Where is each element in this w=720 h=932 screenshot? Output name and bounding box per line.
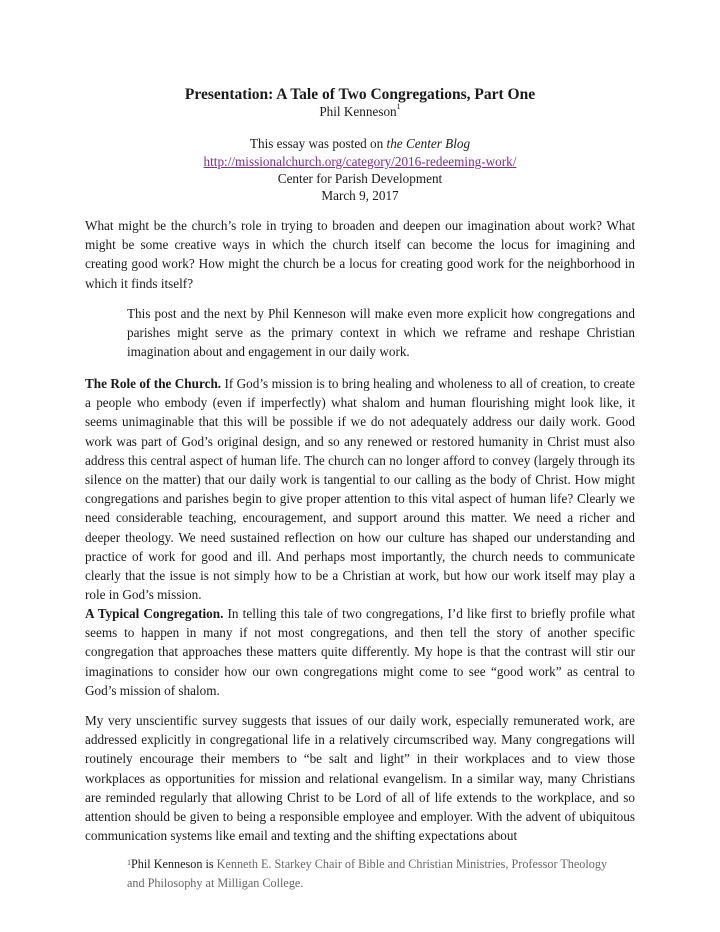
author-line — [0, 104, 720, 120]
block-quote: This post and the next by Phil Kenneson will make even more explicit how congregations and parishes might serve as the primary context in which we reframe and reshape Christian imagination about and engagement in our daily work. — [127, 306, 635, 360]
author-name: Phil Kenneson — [319, 104, 397, 119]
publish-date: March 9, 2017 — [321, 188, 399, 203]
blog-name: the Center Blog — [386, 136, 471, 151]
page-title: Presentation: A Tale of Two Congregations, Part One — [184, 86, 536, 103]
typical-heading: A Typical Congregation. — [85, 606, 224, 621]
footnote — [127, 855, 627, 893]
footnote-mark: 1 — [396, 102, 401, 111]
organization: Center for Parish Development — [277, 171, 443, 186]
posted-line — [0, 136, 720, 152]
role-text: If God’s mission is to bring healing and wholeness to all of creation, to create a people who embody (even if imperfectly) what shalom and human flourishing might look like, it seems unimaginable that this will be possible if we do not adequately address our daily work. Good work was part of God’s original design, and so any renewed or restored humanity in Christ must also address this central aspect of human life. The church can no longer afford to convey (largely through its silence on the matter) that our daily work is tangential to our calling as the body of Christ. How might congregations and parishes begin to give proper attention to this vital aspect of human life? Clearly we need considerable teaching, encouragement, and support around this matter. We need a richer and deeper theology. We need sustained reflection on how our culture has shaped our understanding and practice of work for good and ill. And perhaps most importantly, the church needs to communicate clearly that the issue is not simply how to be a Christian at work, but how our work itself may play a role in God’s mission. — [85, 376, 635, 603]
footnote-name: Phil Kenneson is — [131, 857, 217, 871]
posted-prefix: This essay was posted on — [249, 136, 387, 151]
footnote-text: Kenneth E. Starkey Chair of Bible and Christian Ministries, Professor Theology and Philosophy at Milligan College. — [127, 857, 608, 890]
footnote-number: 1 — [127, 858, 131, 867]
intro-paragraph: What might be the church’s role in trying to broaden and deepen our imagination about work? What might be some creative ways in which the church itself can become the locus for imagining and creating good work? How might the church be a locus for creating good work for the neighborhood in which it finds itself? — [85, 218, 635, 291]
typical-text: In telling this tale of two congregations, I’d like first to briefly profile what seems to happen in many if not most congregations, and then tell the story of another specific congregation that approaches these matters quite differently. My hope is that the contrast will stir our imaginations to consider how our own congregations might come to see “good work” as central to God’s mission of shalom. — [85, 606, 635, 698]
role-heading: The Role of the Church. — [85, 376, 222, 391]
typical-paragraph — [85, 604, 635, 700]
survey-paragraph: My very unscientific survey suggests that issues of our daily work, especially remunerated work, are addressed explicitly in congregational life in a relatively circumscribed way. Many congregations will routinely encourage their members to “be salt and light” in their workplaces and to view those workplaces as opportunities for mission and relational evangelism. In a similar way, many Christians are reminded regularly that allowing Christ to be Lord of all of life extends to the workplace, and so attention should be given to being a responsible employee and employer. With the advent of ubiquitous communication systems like email and texting and the shifting expectations about — [85, 713, 635, 844]
source-link[interactable]: http://missionalchurch.org/category/2016-redeeming-work/ — [203, 154, 517, 169]
role-paragraph — [85, 374, 635, 604]
